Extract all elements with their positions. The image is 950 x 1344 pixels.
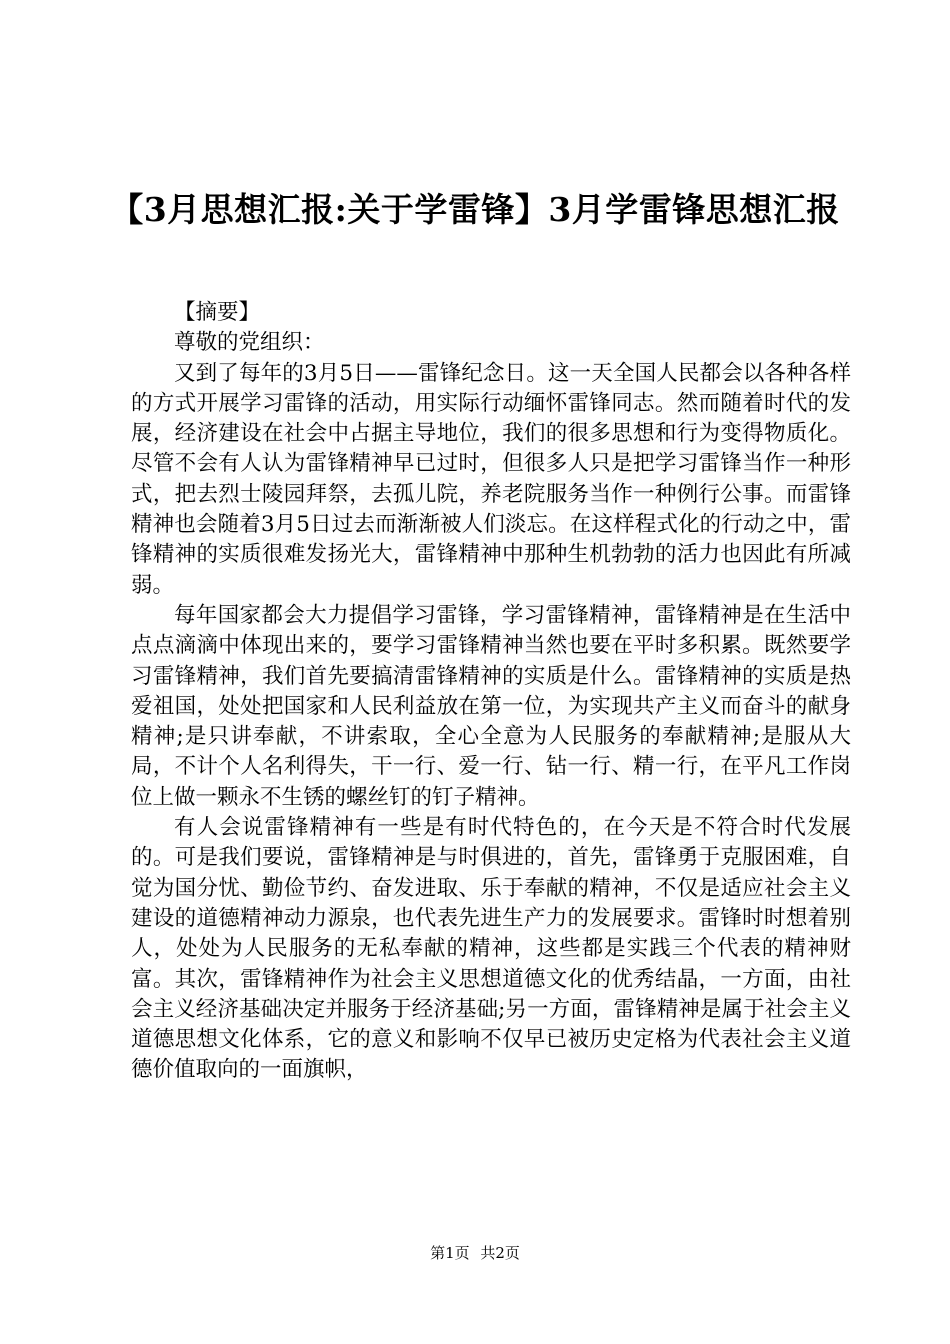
paragraph-3: 有人会说雷锋精神有一些是有时代特色的，在今天是不符合时代发展的。可是我们要说，雷锋精神是与时俱进的，首先，雷锋勇于克服困难，自觉为国分忧、勤俭节约、奋发进取、乐于奉献的精神，不仅是适应社会主义建设的道德精神动力源泉，也代表先进生产力的发展要求。雷锋时时想着别人，处处为人民服务的无私奉献的精神，这些都是实践三个代表的精神财富。其次，雷锋精神作为社会主义思想道德文化的优秀结晶，一方面，由社会主义经济基础决定并服务于经济基础;另一方面，雷锋精神是属于社会主义道德思想文化体系，它的意义和影响不仅早已被历史定格为代表社会主义道德价值取向的一面旗帜， bbox=[131, 815, 851, 1083]
page-total: 共2页 bbox=[480, 1244, 520, 1262]
page-footer bbox=[0, 1243, 950, 1263]
salutation: 尊敬的党组织： bbox=[174, 330, 325, 356]
paragraph-2: 每年国家都会大力提倡学习雷锋，学习雷锋精神，雷锋精神是在生活中点点滴滴中体现出来的，要学习雷锋精神当然也要在平时多积累。既然要学习雷锋精神，我们首先要搞清雷锋精神的实质是什么。雷锋精神的实质是热爱祖国，处处把国家和人民利益放在第一位，为实现共产主义而奋斗的献身精神;是只讲奉献，不讲索取，全心全意为人民服务的奉献精神;是服从大局，不计个人名利得失，干一行、爱一行、钻一行、精一行，在平凡工作岗位上做一颗永不生锈的螺丝钉的钉子精神。 bbox=[131, 602, 851, 810]
document-title: 【3月思想汇报:关于学雷锋】3月学雷锋思想汇报 bbox=[110, 190, 840, 229]
page-number: 第1页 bbox=[430, 1244, 470, 1262]
document-body bbox=[131, 298, 851, 1086]
abstract-label: 【摘要】 bbox=[174, 300, 261, 325]
paragraph-1: 又到了每年的3月5日——雷锋纪念日。这一天全国人民都会以各种各样的方式开展学习雷锋的活动，用实际行动缅怀雷锋同志。然而随着时代的发展，经济建设在社会中占据主导地位，我们的很多思想和行为变得物质化。尽管不会有人认为雷锋精神早已过时，但很多人只是把学习雷锋当作一种形式，把去烈士陵园拜祭，去孤儿院，养老院服务当作一种例行公事。而雷锋精神也会随着3月5日过去而渐渐被人们淡忘。在这样程式化的行动之中，雷锋精神的实质很难发扬光大，雷锋精神中那种生机勃勃的活力也因此有所减弱。 bbox=[131, 360, 851, 598]
